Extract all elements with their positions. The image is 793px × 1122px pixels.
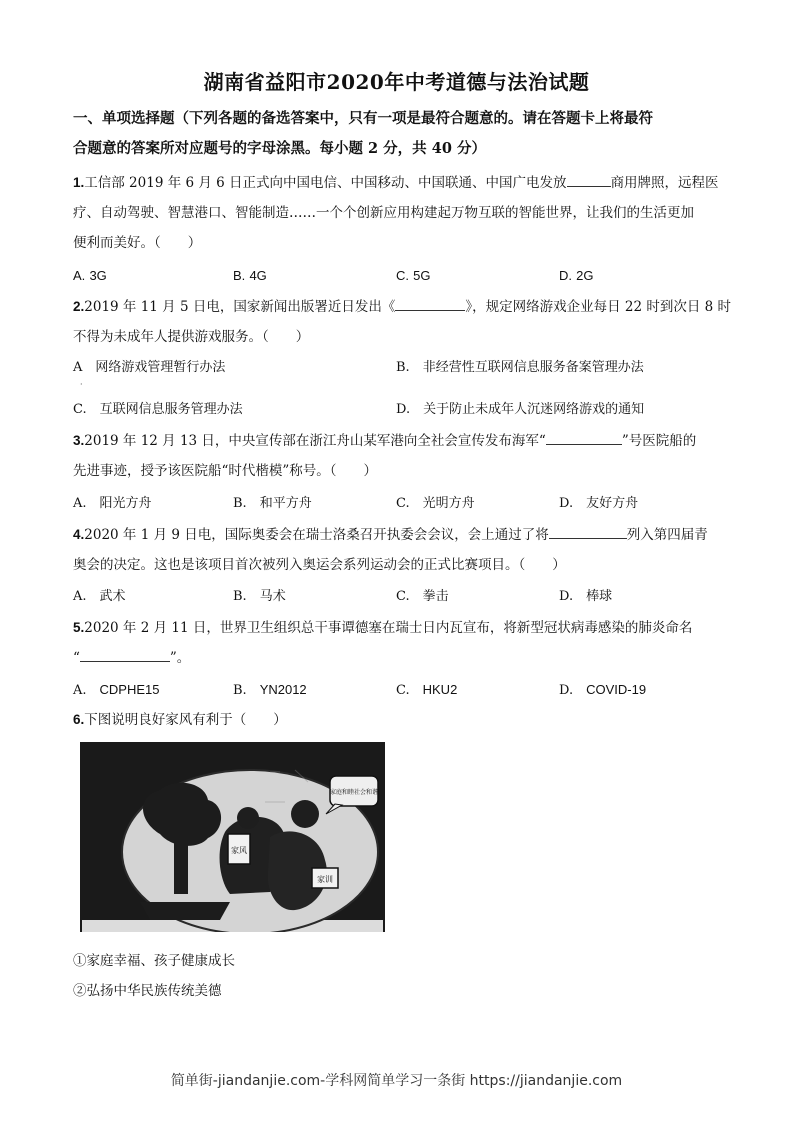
q3-option-c: C. 光明方舟 [396,496,475,511]
question-text-tail: 商用牌照，远程医 [610,175,719,191]
question-text: 2019 年 12 月 13 日，中央宣传部在浙江舟山某军港向全社会宣传发布海军“ [84,433,546,449]
section-heading-line1: 一、单项选择题（下列各题的备选答案中，只有一项是最符合题意的。请在答题卡上将最符 [73,110,653,127]
question-6-line1 [73,705,733,735]
question-text: 2020 年 2 月 11 日，世界卫生组织总干事谭德塞在瑞士日内瓦宣布，将新型冠状病毒感染的肺炎命名 [84,620,693,636]
question-number: 3. [73,433,85,448]
question-number: 2. [73,299,85,314]
question-1-line2: 疗、自动驾驶、智慧港口、智能制造……一个个创新应用构建起万物互联的智能世界，让我们的生活更加 [73,205,694,221]
q4-option-a: A. 武术 [73,589,126,604]
q4-option-d: D. 棒球 [559,589,613,604]
scan-speck: · [80,380,83,389]
question-1-line3: 便利而美好。（ ） [73,235,202,251]
question-text: 工信部 2019 年 6 月 6 日正式向中国电信、中国移动、中国联通、中国广电发放 [84,175,567,191]
question-text-tail: ”号医院船的 [621,433,697,449]
q5-option-b: B. YN2012 [233,682,307,698]
question-number: 1. [73,175,85,190]
question-number: 6. [73,712,85,727]
question-text: 下图说明良好家风有利于（ ） [84,712,287,728]
answer-blank [395,298,465,311]
q1-option-a: A. 3G [73,268,107,283]
statement-2: ②弘扬中华民族传统美德 [73,983,222,999]
q2-option-a: A 网络游戏管理暂行办法 [73,360,226,375]
question-2-line2: 不得为未成年人提供游戏服务。（ ） [73,329,310,345]
q3-option-b: B. 和平方舟 [233,496,312,511]
q3-option-d: D. 友好方舟 [559,496,639,511]
answer-blank [567,174,611,187]
sign-text: 家庭和睦社会和谐 [329,789,379,796]
q1-option-c: C. 5G [396,268,431,283]
answer-blank [546,432,622,445]
question-4-line2: 奥会的决定。这也是该项目首次被列入奥运会系列运动会的正式比赛项目。（ ） [73,557,566,573]
question-5-line2: “ ”。 [73,650,191,666]
question-number: 5. [73,620,85,635]
question-text-tail: 》，规定网络游戏企业每日 22 时到次日 8 时 [465,299,732,315]
answer-blank [549,526,627,539]
question-2-line1 [73,292,733,322]
book-label-jiafeng: 家风 [231,846,247,855]
question-text-tail: 列入第四届青 [626,527,708,543]
q2-option-d: D. 关于防止未成年人沉迷网络游戏的通知 [396,402,645,417]
q5-option-d: D. COVID-19 [559,682,647,698]
family-cartoon-image [80,742,385,932]
section-heading-line2: 合题意的答案所对应题号的字母涂黑。每小题 2 分，共 40 分） [73,140,486,157]
q3-option-a: A. 阳光方舟 [73,496,152,511]
statement-1: ①家庭幸福、孩子健康成长 [73,953,235,969]
question-text: 2019 年 11 月 5 日电，国家新闻出版署近日发出《 [84,299,396,315]
question-number: 4. [73,527,85,542]
q5-option-c: C. HKU2 [396,682,458,698]
question-3-line1 [73,426,733,456]
question-5-line1 [73,613,733,643]
question-text: 2020 年 1 月 9 日电，国际奥委会在瑞士洛桑召开执委会会议，会上通过了将 [84,527,549,543]
book-label-jiaxun: 家训 [317,875,333,884]
q4-option-c: C. 拳击 [396,589,449,604]
question-4-line1 [73,520,733,550]
question-1-line1 [73,168,733,198]
q2-option-b: B. 非经营性互联网信息服务备案管理办法 [396,360,644,375]
q5-option-a: A. CDPHE15 [73,682,160,698]
answer-blank [80,649,170,662]
page-footer: 简单街-jiandanjie.com-学科网简单学习一条街 https://jiandanjie.com [170,1073,623,1089]
q1-option-b: B. 4G [233,268,267,283]
q4-option-b: B. 马术 [233,589,286,604]
page-title: 湖南省益阳市2020年中考道德与法治试题 [203,70,590,94]
q2-option-c: C. 互联网信息服务管理办法 [73,402,243,417]
q1-option-d: D. 2G [559,268,594,283]
question-3-line2: 先进事迹，授予该医院船“时代楷模”称号。（ ） [73,463,378,479]
